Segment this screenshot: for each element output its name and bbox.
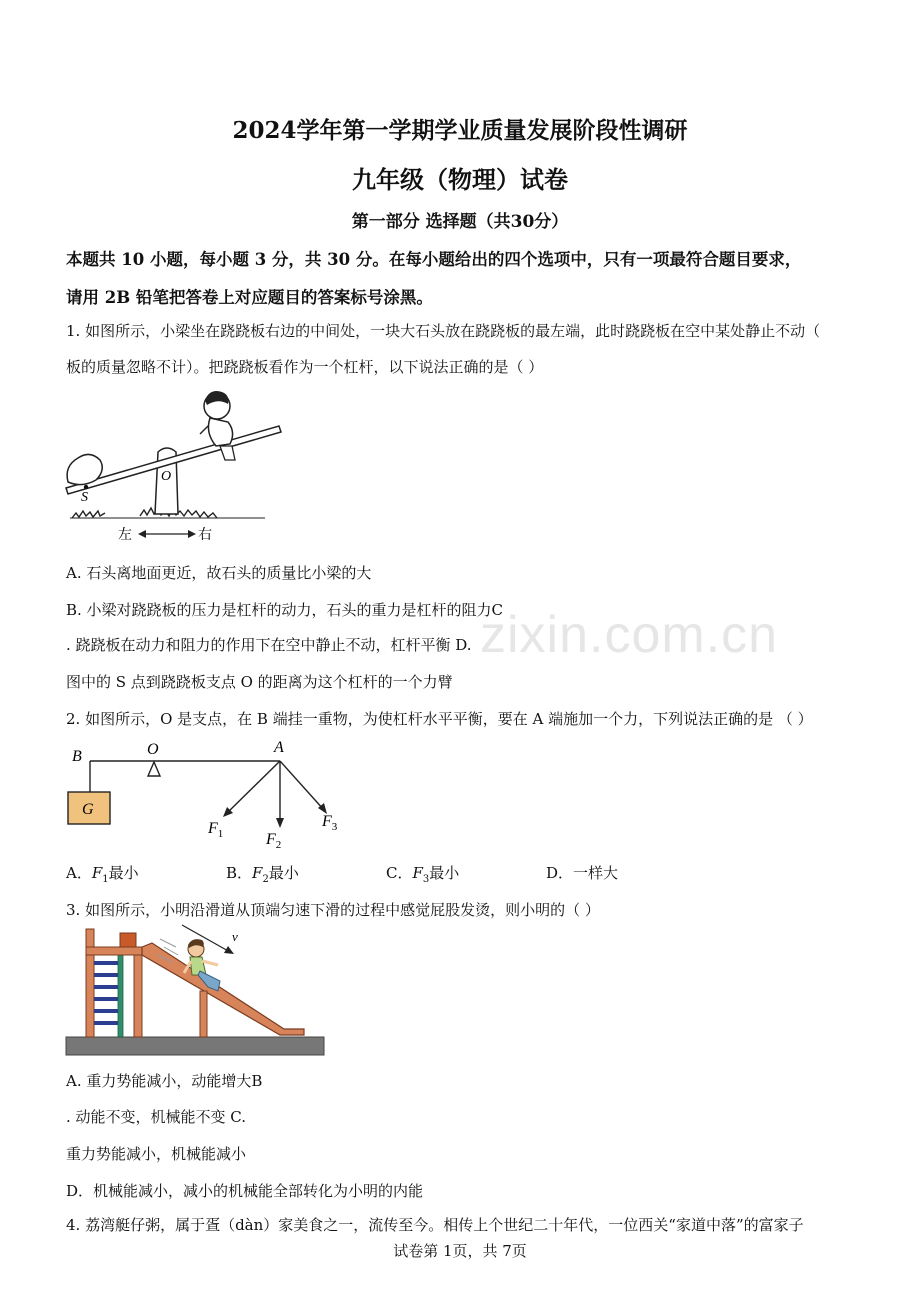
q2-label-f2: $F_2$ — [266, 831, 282, 851]
q2-option-c: C．$F_3$最小 — [386, 864, 460, 885]
q4-stem: 4. 荔湾艇仔粥，属于疍（dàn）家美食之一，流传至今。相传上个世纪二十年代，一位西关“家道中落”的富家子 — [66, 1216, 804, 1234]
section-heading: 第一部分 选择题（共30分） — [351, 212, 569, 232]
watermark: zixin.com.cn — [480, 606, 779, 664]
q2-stem: 2. 如图所示，O 是支点，在 B 端挂一重物，为使杠杆水平平衡，要在 A 端施加一个力，下列说法正确的是 （ ） — [66, 710, 813, 728]
q3-option-a: A. 重力势能减小，动能增大B — [66, 1072, 263, 1090]
q1-option-d: 图中的 S 点到跷跷板支点 O 的距离为这个杠杆的一个力臂 — [66, 673, 453, 691]
q3-option-c: 重力势能减小，机械能减小 — [66, 1145, 247, 1163]
q2-label-o: O — [147, 741, 159, 758]
instructions-line-1: 本题共 10 小题，每小题 3 分，共 30 分。在每小题给出的四个选项中，只有一项最符合题目要求， — [66, 250, 802, 269]
q1-label-o: O — [161, 469, 172, 484]
q2-label-f3: $F_3$ — [322, 813, 338, 833]
q1-option-b: B. 小梁对跷跷板的压力是杠杆的动力，石头的重力是杠杆的阻力C — [66, 601, 504, 619]
q3-slide-ramp — [142, 943, 304, 1035]
q2-fulcrum — [148, 762, 160, 776]
q1-option-a: A. 石头离地面更近，故石头的质量比小梁的大 — [66, 564, 372, 582]
exam-subtitle: 九年级（物理）试卷 — [352, 165, 568, 194]
q3-slide-figure — [60, 925, 330, 1060]
q2-force-f3 — [280, 761, 324, 810]
q3-option-b: . 动能不变，机械能不变 C. — [66, 1108, 247, 1126]
q1-seesaw-figure — [60, 388, 290, 548]
q3-stem: 3. 如图所示，小明沿滑道从顶端匀速下滑的过程中感觉屁股发烫，则小明的（ ） — [66, 901, 600, 919]
page-footer: 试卷第 1页，共 7页 — [393, 1242, 527, 1260]
q2-label-g: G — [82, 801, 94, 818]
q2-option-d: D．一样大 — [546, 864, 619, 882]
q1-label-left: 左 — [118, 527, 132, 543]
q3-label-v: v — [232, 929, 238, 944]
q2-option-a: A．$F_1$最小 — [66, 864, 139, 885]
instructions-line-2: 请用 2B 铅笔把答卷上对应题目的答案标号涂黑。 — [66, 288, 433, 307]
q1-stem-line-1: 1. 如图所示，小梁坐在跷跷板右边的中间处，一块大石头放在跷跷板的最左端，此时跷跷板在空中某处静止不动（ — [66, 322, 821, 340]
q1-option-c: . 跷跷板在动力和阻力的作用下在空中静止不动，杠杆平衡 D. — [66, 636, 472, 654]
q1-label-right: 右 — [198, 527, 212, 543]
q1-label-s: S — [81, 490, 88, 505]
q3-option-d: D．机械能减小，减小的机械能全部转化为小明的内能 — [66, 1182, 424, 1200]
exam-title: 2024学年第一学期学业质量发展阶段性调研 — [232, 117, 688, 144]
q2-label-b: B — [72, 748, 82, 765]
q3-ground — [66, 1037, 324, 1055]
q2-lever-figure — [60, 738, 360, 858]
q2-option-b: B．$F_2$最小 — [226, 864, 299, 885]
q2-force-f1 — [226, 761, 280, 814]
q2-label-a: A — [274, 739, 284, 756]
q1-stem-line-2: 板的质量忽略不计）。把跷跷板看作为一个杠杆，以下说法正确的是（ ） — [66, 358, 544, 376]
q2-label-f1: $F_1$ — [208, 820, 224, 840]
